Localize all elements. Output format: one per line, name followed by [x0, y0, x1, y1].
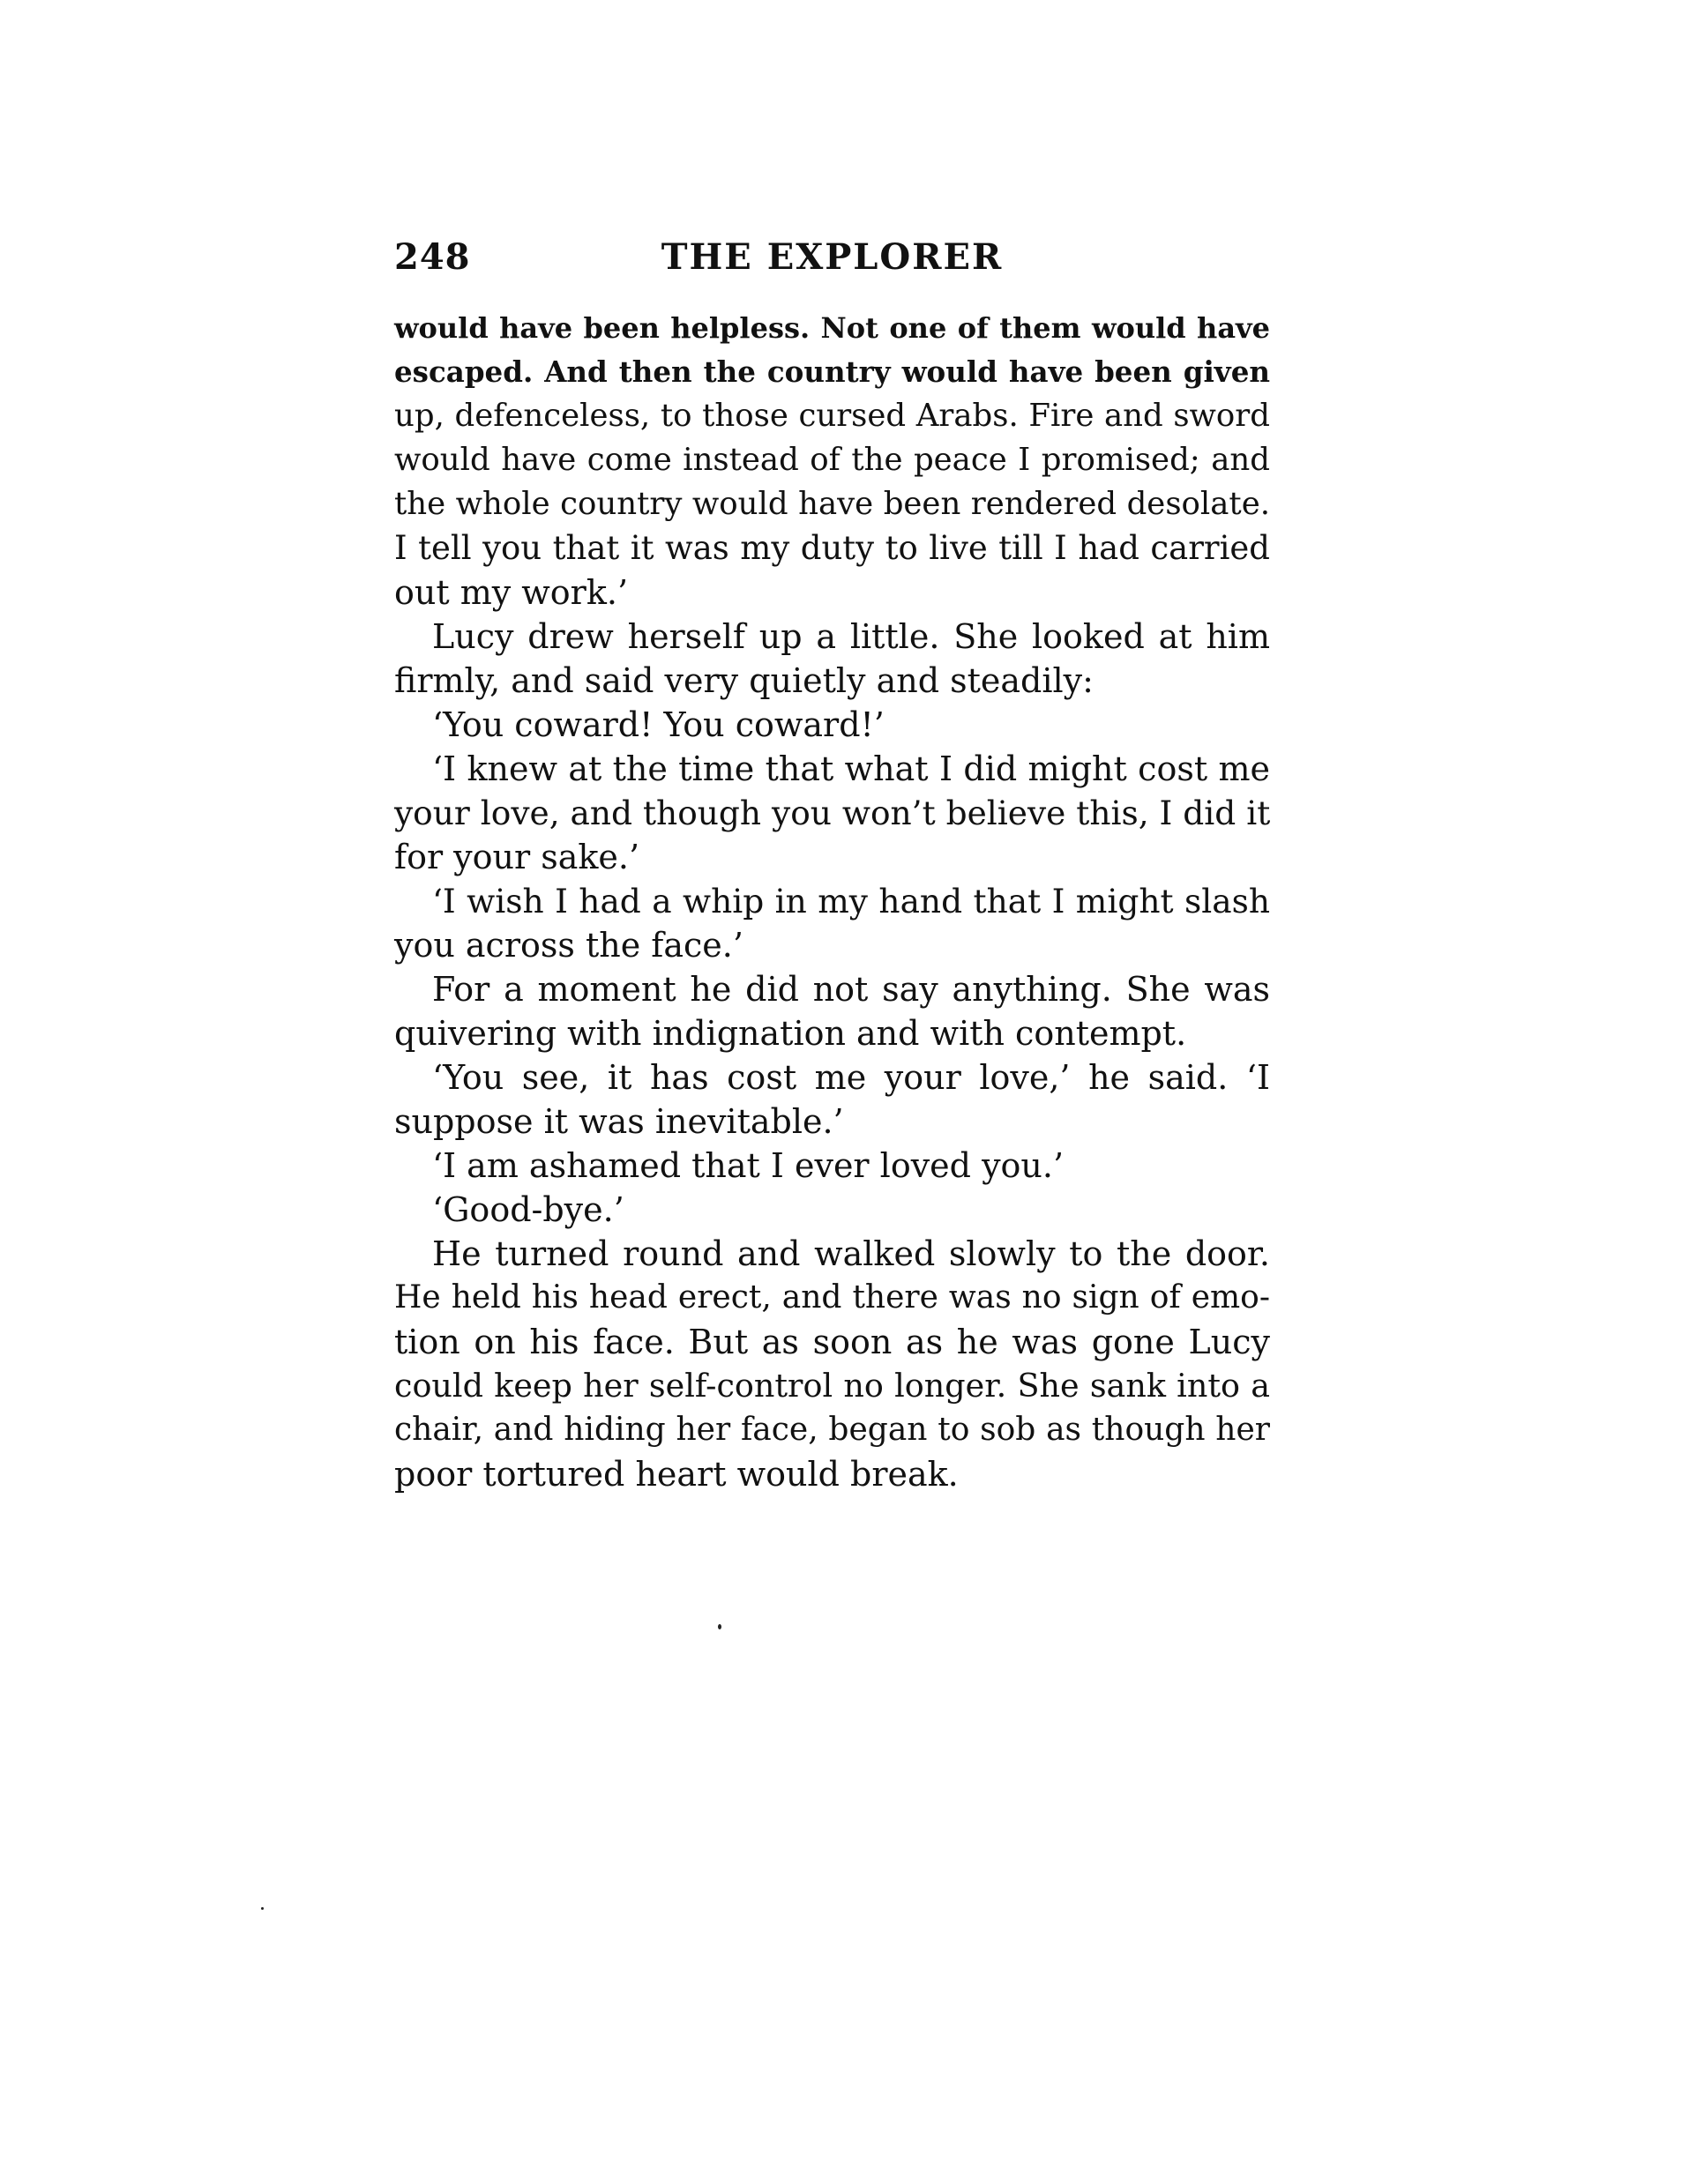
running-title: THE EXPLORER [661, 236, 1004, 278]
text-line: you across the face.’ [394, 926, 743, 965]
text-line: He turned round and walked slowly to the door. [432, 1234, 1270, 1273]
text-line: ‘I knew at the time that what I did might cost me [432, 749, 1270, 788]
page-number: 248 [394, 236, 471, 278]
text-line: escaped. And then the country would have been given [394, 354, 1270, 389]
text-line: quivering with indignation and with contempt. [394, 1014, 1187, 1053]
scan-speck [261, 1907, 264, 1910]
text-line: Lucy drew herself up a little. She looked at him [432, 617, 1270, 656]
text-line: suppose it was inevitable.’ [394, 1102, 844, 1141]
page-header [394, 236, 1270, 289]
text-line: ‘I wish I had a whip in my hand that I might slash [432, 882, 1270, 921]
text-line: ‘I am ashamed that I ever loved you.’ [432, 1146, 1065, 1185]
scan-speck [718, 1624, 721, 1629]
text-line: out my work.’ [394, 573, 629, 612]
text-line: for your sake.’ [394, 838, 640, 876]
text-line: firmly, and said very quietly and steadily: [394, 661, 1094, 700]
text-line: your love, and though you won’t believe this, I did it [394, 794, 1271, 832]
text-line: I tell you that it was my duty to live till I had carried [394, 529, 1270, 567]
text-line: chair, and hiding her face, began to sob as though her [394, 1412, 1270, 1448]
text-line: would have been helpless. Not one of them would have [394, 311, 1270, 345]
text-line: up, defenceless, to those cursed Arabs. Fire and sword [394, 398, 1270, 434]
text-line: He held his head erect, and there was no sign of emo- [394, 1279, 1270, 1316]
body-text [394, 306, 1270, 1496]
text-line: tion on his face. But as soon as he was gone Lucy [394, 1323, 1270, 1361]
text-line: ‘You coward! You coward!’ [432, 705, 885, 744]
text-line: ‘You see, it has cost me your love,’ he said. ‘I [432, 1058, 1270, 1097]
text-line: would have come instead of the peace I promised; and [394, 442, 1270, 478]
text-line: For a moment he did not say anything. She was [432, 970, 1270, 1009]
text-line: ‘Good-bye.’ [432, 1190, 624, 1229]
text-line: the whole country would have been rendered desolate. [394, 486, 1270, 522]
text-line: could keep her self-control no longer. She sank into a [394, 1367, 1270, 1405]
text-line: poor tortured heart would break. [394, 1455, 959, 1494]
